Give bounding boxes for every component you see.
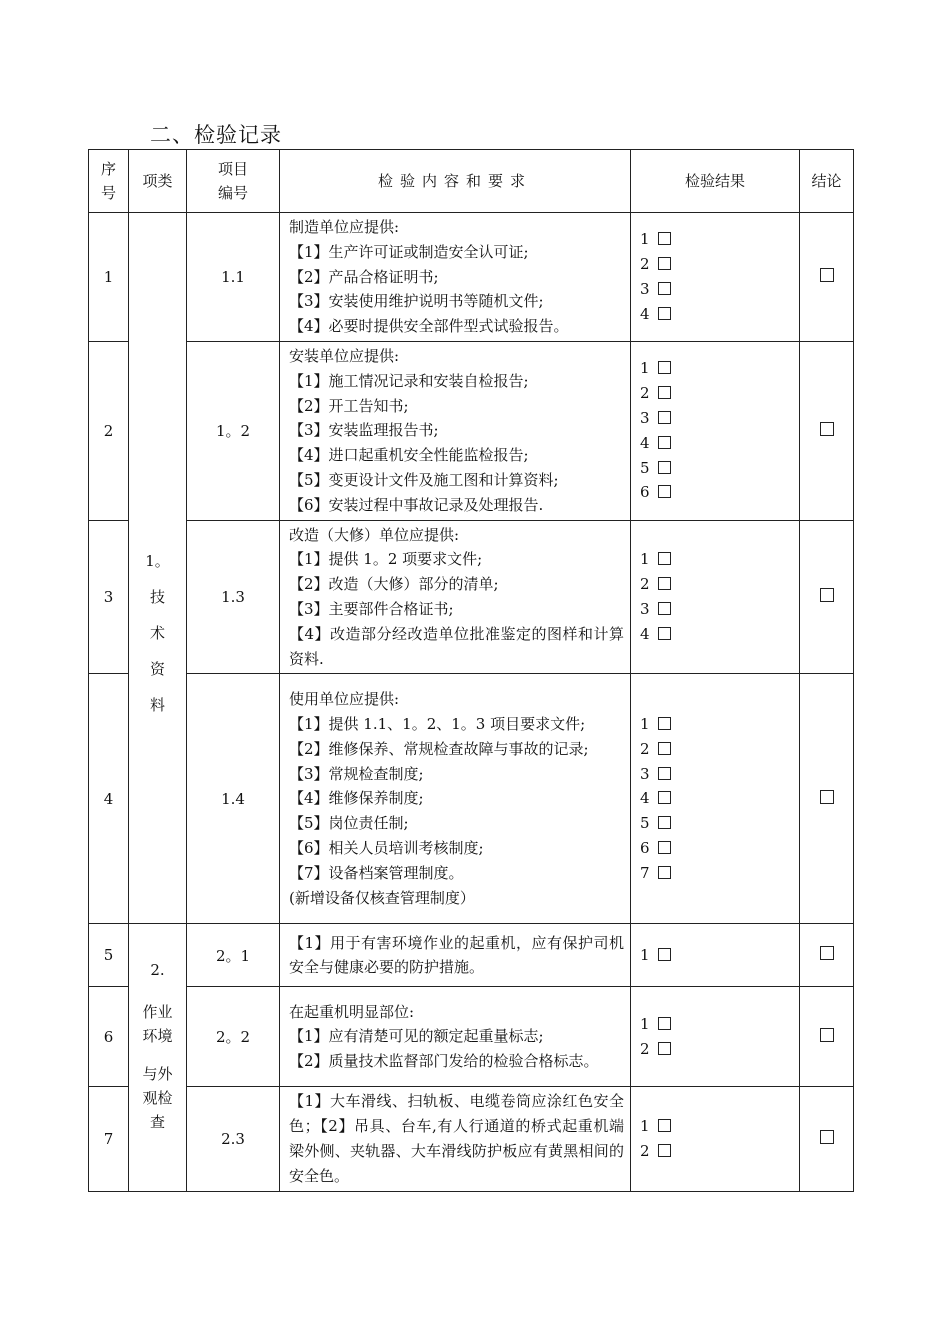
result-checkbox[interactable] (658, 816, 671, 829)
result-checkbox[interactable] (658, 307, 671, 320)
table-row (89, 1087, 854, 1191)
row-results: 1 2 3 4 (631, 213, 800, 342)
result-checkbox[interactable] (658, 577, 671, 590)
result-checkbox[interactable] (658, 602, 671, 615)
row-content: 制造单位应提供: 【1】生产许可证或制造安全认可证; 【2】产品合格证明书; 【3】安装使用维护说明书等随机文件; 【4】必要时提供安全部件型式试验报告。 (280, 213, 631, 342)
row-results: 1 (631, 924, 800, 987)
table-row (89, 520, 854, 674)
row-seq: 6 (89, 987, 129, 1087)
row-results: 1 2 3 4 5 6 (631, 341, 800, 520)
result-checkbox[interactable] (658, 1017, 671, 1030)
table-row (89, 341, 854, 520)
conclusion-checkbox[interactable] (820, 1130, 834, 1144)
header-seq: 序 号 (89, 150, 129, 213)
row-seq: 4 (89, 674, 129, 924)
row-content: 安装单位应提供: 【1】施工情况记录和安装自检报告; 【2】开工告知书; 【3】安装监理报告书; 【4】进口起重机安全性能监检报告; 【5】变更设计文件及施工图和计算资料; 【6】安装过程中事故记录及处理报告. (280, 341, 631, 520)
row-conclusion (800, 213, 854, 342)
result-checkbox[interactable] (658, 282, 671, 295)
header-result: 检验结果 (631, 150, 800, 213)
row-seq: 3 (89, 520, 129, 674)
table-row (89, 987, 854, 1087)
row-item-no: 2。1 (187, 924, 280, 987)
row-item-no: 1.1 (187, 213, 280, 342)
category-tech: 1。 技 术 资 料 (129, 213, 187, 924)
result-checkbox[interactable] (658, 717, 671, 730)
row-seq: 5 (89, 924, 129, 987)
conclusion-checkbox[interactable] (820, 422, 834, 436)
inspection-record-table (88, 149, 854, 1192)
row-item-no: 1.3 (187, 520, 280, 674)
header-row (89, 150, 854, 213)
row-results: 1 2 3 4 5 6 7 (631, 674, 800, 924)
result-checkbox[interactable] (658, 1042, 671, 1055)
conclusion-checkbox[interactable] (820, 790, 834, 804)
result-checkbox[interactable] (658, 552, 671, 565)
row-item-no: 1。2 (187, 341, 280, 520)
header-category: 项类 (129, 150, 187, 213)
header-content: 检验内容和要求 (280, 150, 631, 213)
result-checkbox[interactable] (658, 485, 671, 498)
row-conclusion (800, 987, 854, 1087)
row-results: 1 2 (631, 987, 800, 1087)
row-content: 使用单位应提供: 【1】提供 1.1、1。2、1。3 项目要求文件; 【2】维修保养、常规检查故障与事故的记录; 【3】常规检查制度; 【4】维修保养制度; 【5】岗位责任制; 【6】相关人员培训考核制度; 【7】设备档案管理制度。 (新增设备仅核查管理制度） (280, 674, 631, 924)
conclusion-checkbox[interactable] (820, 946, 834, 960)
row-results: 1 2 (631, 1087, 800, 1191)
result-checkbox[interactable] (658, 767, 671, 780)
conclusion-checkbox[interactable] (820, 268, 834, 282)
result-checkbox[interactable] (658, 436, 671, 449)
row-seq: 1 (89, 213, 129, 342)
conclusion-checkbox[interactable] (820, 588, 834, 602)
result-checkbox[interactable] (658, 948, 671, 961)
result-checkbox[interactable] (658, 461, 671, 474)
category-env: 2. 作业 环境 与外 观检 查 (129, 924, 187, 1191)
result-checkbox[interactable] (658, 866, 671, 879)
result-checkbox[interactable] (658, 232, 671, 245)
result-checkbox[interactable] (658, 841, 671, 854)
row-item-no: 2.3 (187, 1087, 280, 1191)
row-conclusion (800, 341, 854, 520)
row-content: 【1】用于有害环境作业的起重机，应有保护司机安全与健康必要的防护措施。 (280, 924, 631, 987)
table-row (89, 924, 854, 987)
result-checkbox[interactable] (658, 791, 671, 804)
section-title: 二、检验记录 (150, 123, 282, 147)
result-checkbox[interactable] (658, 386, 671, 399)
row-item-no: 1.4 (187, 674, 280, 924)
result-checkbox[interactable] (658, 627, 671, 640)
row-seq: 7 (89, 1087, 129, 1191)
result-checkbox[interactable] (658, 361, 671, 374)
header-conclusion: 结论 (800, 150, 854, 213)
row-item-no: 2。2 (187, 987, 280, 1087)
result-checkbox[interactable] (658, 411, 671, 424)
table-row (89, 674, 854, 924)
row-results: 1 2 3 4 (631, 520, 800, 674)
row-content: 改造（大修）单位应提供: 【1】提供 1。2 项要求文件; 【2】改造（大修）部分的清单; 【3】主要部件合格证书; 【4】改造部分经改造单位批准鉴定的图样和计算资料. (280, 520, 631, 674)
row-seq: 2 (89, 341, 129, 520)
result-checkbox[interactable] (658, 1144, 671, 1157)
row-conclusion (800, 520, 854, 674)
row-conclusion (800, 1087, 854, 1191)
table-row (89, 213, 854, 342)
conclusion-checkbox[interactable] (820, 1028, 834, 1042)
row-content: 【1】大车滑线、扫轨板、电缆卷筒应涂红色安全色；【2】吊具、台车,有人行通道的桥式起重机端梁外侧、夹轨器、大车滑线防护板应有黄黑相间的安全色。 (280, 1087, 631, 1191)
row-conclusion (800, 924, 854, 987)
row-conclusion (800, 674, 854, 924)
row-content: 在起重机明显部位: 【1】应有清楚可见的额定起重量标志; 【2】质量技术监督部门发给的检验合格标志。 (280, 987, 631, 1087)
header-item-no: 项目 编号 (187, 150, 280, 213)
result-checkbox[interactable] (658, 742, 671, 755)
result-checkbox[interactable] (658, 1119, 671, 1132)
result-checkbox[interactable] (658, 257, 671, 270)
